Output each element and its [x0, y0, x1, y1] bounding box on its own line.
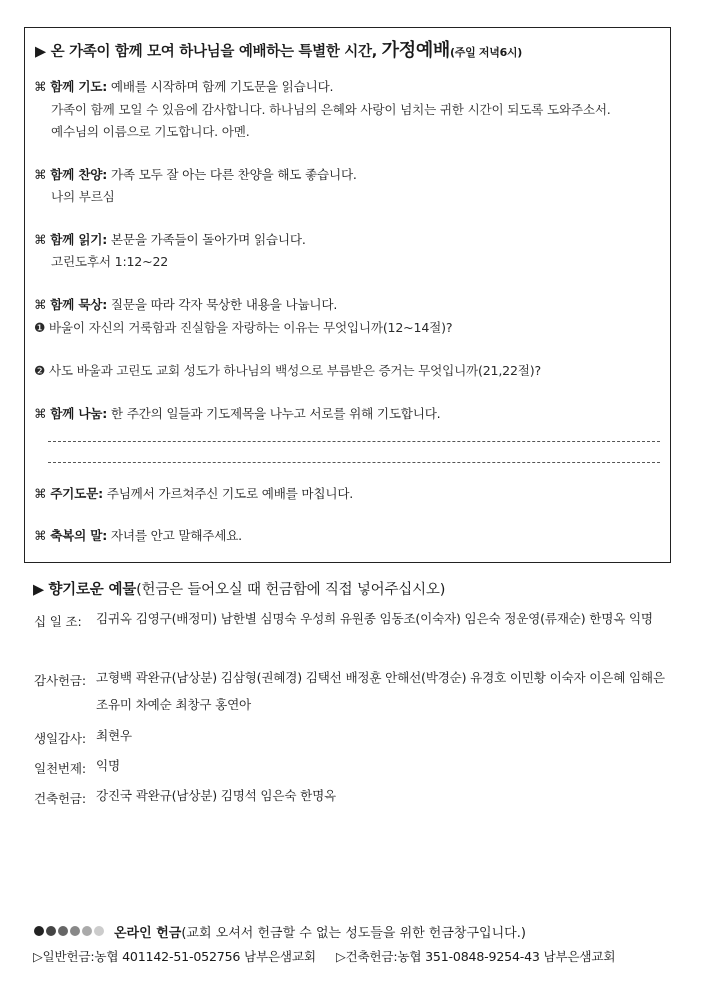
online-heading: [114, 922, 526, 941]
prayer-line-1: 가족이 함께 모일 수 있음에 감사합니다. 하나님의 은혜와 사랑이 넘치는 귀한 시간이 되도록 도와주소서.: [51, 102, 611, 117]
command-icon: ⌘: [34, 167, 47, 182]
birthday-names: 최현우: [96, 728, 132, 743]
offering-note: (헌금은 들어오실 때 헌금함에 직접 넣어주십시오): [136, 582, 446, 598]
section-praise: [34, 164, 357, 183]
praise-label: 함께 찬양:: [50, 167, 108, 182]
meditation-label: 함께 묵상:: [50, 297, 108, 312]
dot-icon: [94, 926, 104, 936]
title-family-worship: 가정예배: [381, 40, 451, 61]
section-reading: [34, 229, 306, 248]
section-blessing: [34, 525, 242, 544]
meditation-question-2: [34, 360, 541, 379]
praise-song: 나의 부르심: [51, 189, 115, 204]
dot-icon: [58, 926, 68, 936]
section-lords-prayer: [34, 483, 353, 502]
dot-icon: [70, 926, 80, 936]
sharing-label: 함께 나눔:: [50, 406, 108, 421]
building-names: 강진국 곽완규(남상분) 김명석 임은숙 한명옥: [96, 788, 337, 803]
online-dots: [34, 924, 106, 939]
dot-icon: [46, 926, 56, 936]
blessing-text: 자녀를 안고 말해주세요.: [110, 528, 242, 543]
meditation-question-1: [34, 317, 452, 336]
prayer-text: 예배를 시작하며 함께 기도문을 읽습니다.: [110, 79, 334, 94]
online-note: (교회 오셔서 헌금할 수 없는 성도들을 위한 헌금창구입니다.): [181, 926, 526, 941]
dot-icon: [82, 926, 92, 936]
dot-icon: [34, 926, 44, 936]
writing-line-2[interactable]: [48, 462, 660, 463]
tithe-names: 김귀옥 김영구(배정미) 남한별 심명숙 우성희 유원종 임동조(이숙자) 임은숙 정운영(류재순) 한명옥 익명: [96, 611, 653, 626]
tithe-label: 십 일 조:: [34, 614, 82, 629]
offering-arrow-icon: ▶: [33, 582, 44, 598]
prayer-line-2: 예수님의 이름으로 기도합니다. 아멘.: [51, 124, 250, 139]
reading-label: 함께 읽기:: [50, 232, 108, 247]
general-offering-account: ▷일반헌금:농협 401142-51-052756 남부은샘교회: [33, 949, 316, 964]
thanks-names: 고형백 곽완규(남상분) 김삼형(권혜경) 김택선 배정훈 안해선(박경순) 유경호 이민황 이숙자 이은혜 임해은 조유미 차예순 최창구 홍연아: [96, 670, 665, 712]
lords-prayer-text: 주님께서 가르쳐주신 기도로 예배를 마칩니다.: [106, 486, 354, 501]
building-offering-account: ▷건축헌금:농협 351-0848-9254-43 남부은샘교회: [336, 949, 616, 964]
reading-text: 본문을 가족들이 돌아가며 읽습니다.: [110, 232, 306, 247]
blessing-label: 축복의 말:: [50, 528, 108, 543]
lords-prayer-label: 주기도문:: [50, 486, 103, 501]
prayer-label: 함께 기도:: [50, 79, 108, 94]
birthday-label: 생일감사:: [34, 731, 86, 746]
offering-title: 향기로운 예물: [48, 582, 137, 598]
section-prayer: [34, 76, 333, 95]
worship-title: [35, 36, 522, 62]
command-icon: ⌘: [34, 232, 47, 247]
ilcheon-label: 일천번제:: [34, 761, 86, 776]
ilcheon-names: 익명: [96, 758, 120, 773]
title-lead: 온 가족이 함께 모여 하나님을 예배하는 특별한 시간,: [50, 44, 377, 60]
command-icon: ⌘: [34, 79, 47, 94]
command-icon: ⌘: [34, 528, 47, 543]
number-two-icon: ❷: [34, 363, 46, 378]
meditation-text: 질문을 따라 각자 묵상한 내용을 나눕니다.: [110, 297, 338, 312]
command-icon: ⌘: [34, 297, 47, 312]
title-arrow-icon: ▶: [35, 44, 46, 60]
reading-passage: 고린도후서 1:12~22: [51, 254, 169, 269]
writing-line-1[interactable]: [48, 441, 660, 442]
command-icon: ⌘: [34, 486, 47, 501]
section-sharing: [34, 403, 441, 422]
command-icon: ⌘: [34, 406, 47, 421]
thanks-label: 감사헌금:: [34, 673, 86, 688]
sharing-text: 한 주간의 일들과 기도제목을 나누고 서로를 위해 기도합니다.: [110, 406, 441, 421]
section-meditation: [34, 294, 337, 313]
question-1-text: 바울이 자신의 거룩함과 진실함을 자랑하는 이유는 무엇입니까(12~14절)?: [48, 320, 453, 335]
praise-text: 가족 모두 잘 아는 다른 찬양을 해도 좋습니다.: [110, 167, 357, 182]
number-one-icon: ❶: [34, 320, 46, 335]
title-time: (주일 저녁6시): [450, 46, 522, 59]
online-title: 온라인 헌금: [114, 926, 182, 941]
building-label: 건축헌금:: [34, 791, 86, 806]
offering-heading: [33, 578, 445, 599]
question-2-text: 사도 바울과 고린도 교회 성도가 하나님의 백성으로 부름받은 증거는 무엇입니까(21,22절)?: [48, 363, 541, 378]
